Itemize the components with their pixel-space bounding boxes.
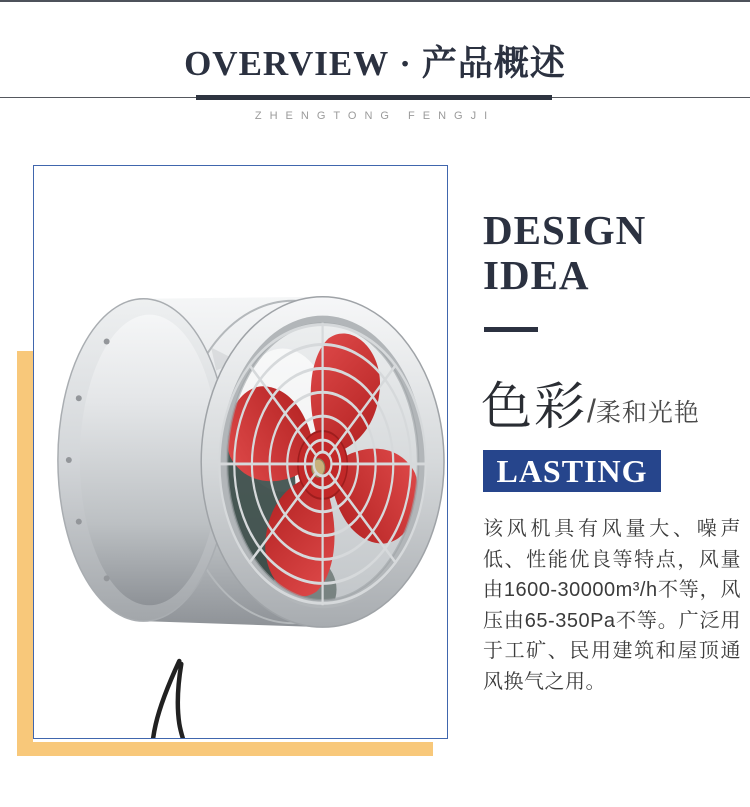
- feature-separator: /: [587, 392, 596, 429]
- section-title-separator: ·: [399, 44, 412, 83]
- product-photo-fan-illustration: [34, 166, 447, 738]
- section-title-en: OVERVIEW: [184, 44, 390, 83]
- top-divider-line: [0, 0, 750, 2]
- brand-tagline: ZHENGTONG FENGJI: [254, 110, 496, 122]
- section-title: [0, 36, 750, 86]
- section-title-zh: 产品概述: [421, 44, 566, 83]
- product-description: 该风机具有风量大、噪声低、性能优良等特点，风量由1600-30000m³/h不等，风压由65-350Pa不等。广泛用于工矿、民用建筑和屋顶通风换气之用。: [483, 518, 741, 693]
- feature-keyword: 色彩: [481, 378, 588, 435]
- header-divider-thick: [196, 95, 552, 100]
- accent-bar-vertical: [17, 351, 33, 756]
- heading-underline-dash: [484, 327, 538, 332]
- feature-subtitle: 柔和光艳: [595, 398, 700, 427]
- feature-line: [481, 380, 700, 434]
- design-heading-line1: DESIGN: [483, 207, 647, 253]
- product-photo-frame: [33, 165, 448, 739]
- design-heading-line2: IDEA: [483, 252, 590, 298]
- lasting-badge: LASTING: [483, 450, 661, 492]
- design-idea-heading: [483, 208, 646, 298]
- accent-bar-horizontal: [17, 742, 433, 756]
